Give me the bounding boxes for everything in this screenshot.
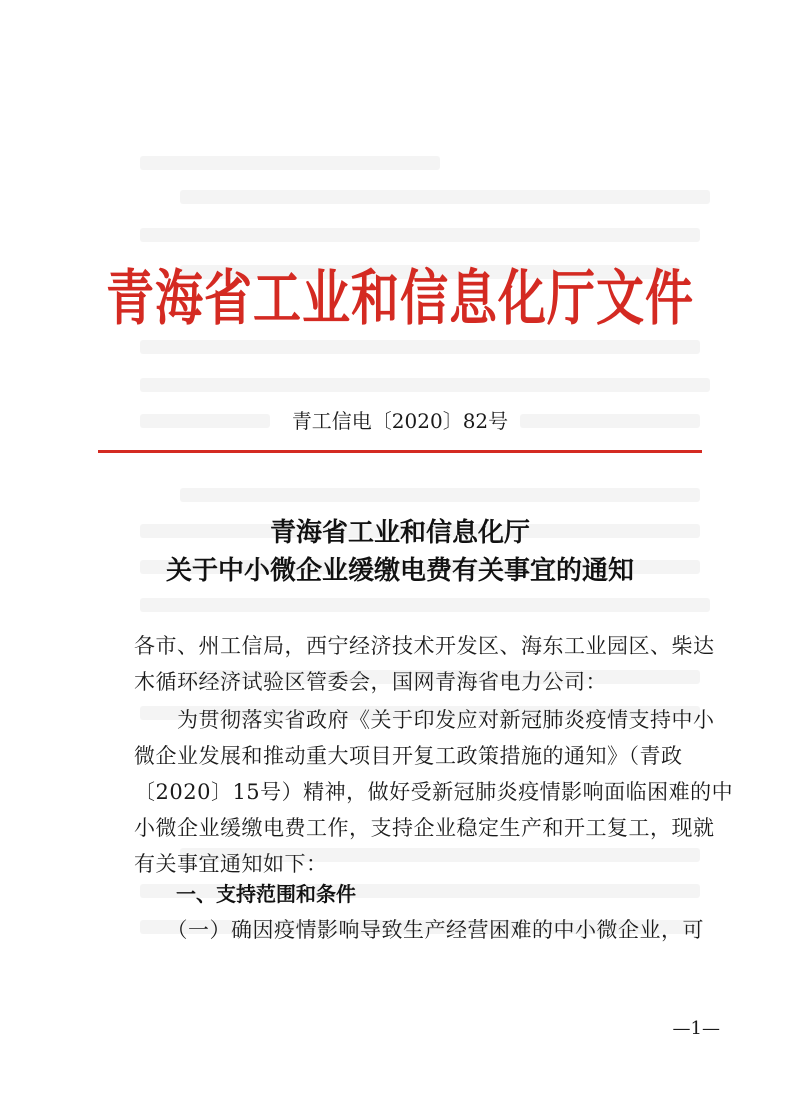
recipients-line-1: 各市、州工信局，西宁经济技术开发区、海东工业园区、柴达 [134,634,715,658]
notice-title-line-1: 青海省工业和信息化厅 [269,518,530,548]
page-number: —1— [672,1018,720,1039]
section-1-item-1: （一）确因疫情影响导致生产经营困难的中小微企业，可 [134,918,704,942]
red-divider-line [98,450,702,453]
intro-line-2: 微企业发展和推动重大项目开复工政策措施的通知》（青政 [134,744,683,768]
notice-title-line-2: 关于中小微企业缓缴电费有关事宜的通知 [165,556,634,586]
intro-line-5: 有关事宜通知如下： [134,852,328,876]
section-1-heading: 一、支持范围和条件 [176,882,356,906]
intro-line-4: 小微企业缓缴电费工作，支持企业稳定生产和开工复工，现就 [134,816,715,840]
document-number: 青工信电〔2020〕82号 [291,409,509,433]
intro-line-3: 〔2020〕15号）精神，做好受新冠肺炎疫情影响面临困难的中 [134,780,734,804]
recipients-line-2: 木循环经济试验区管委会，国网青海省电力公司： [134,670,607,694]
org-header-title: 青海省工业和信息化厅文件 [105,263,694,334]
intro-line-1: 为贯彻落实省政府《关于印发应对新冠肺炎疫情支持中小 [134,708,715,732]
